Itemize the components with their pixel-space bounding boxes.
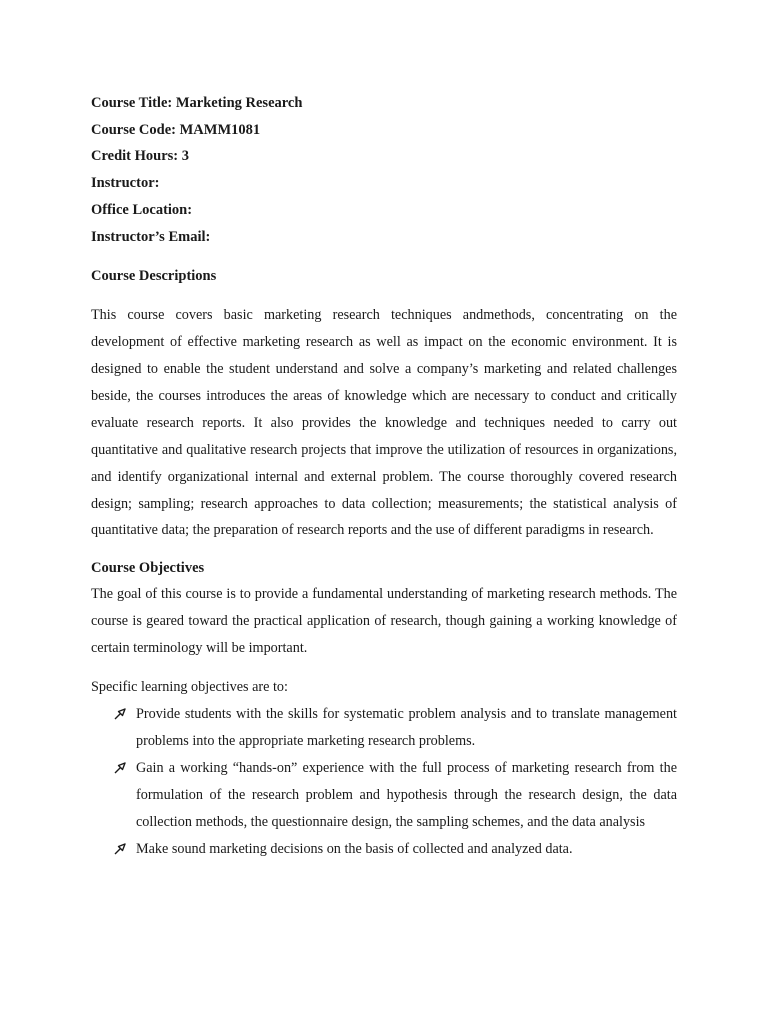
- objective-text: Gain a working “hands-on” experience with the full process of marketing research from the formulation of the research problem and hypothesis through the research design, the data collection methods, the questionnaire design, the sampling schemes, and the data analysis: [136, 759, 677, 830]
- instructor-email-label: Instructor’s Email:: [91, 228, 211, 245]
- hollow-arrow-bullet-icon: [113, 761, 127, 775]
- objective-text: Make sound marketing decisions on the basis of collected and analyzed data.: [136, 840, 573, 857]
- course-title: Course Title: Marketing Research: [91, 95, 303, 111]
- hollow-arrow-bullet-icon: [113, 842, 127, 856]
- objective-text: Provide students with the skills for systematic problem analysis and to translate management problems into the appropriate marketing research problems.: [136, 706, 677, 749]
- credit-hours: Credit Hours: 3: [91, 148, 190, 165]
- course-objectives-heading: Course Objectives: [91, 560, 205, 577]
- objective-item: [91, 836, 677, 863]
- instructor-label: Instructor:: [91, 175, 160, 192]
- objective-item: [91, 701, 677, 755]
- course-descriptions-paragraph: This course covers basic marketing research techniques andmethods, concentrating on the development of effective marketing research as well as impact on the economic environment. It is designed to enable the student understand and solve a company’s marketing and related challenges beside, the courses introduces the areas of knowledge which are necessary to conduct and critically evaluate research reports. It also provides the knowledge and techniques needed to carry out quantitative and qualitative research projects that improve the utilization of resources in organizations, and identify organizational internal and external problem. The course thoroughly covered research design; sampling; research approaches to data collection; measurements; the statistical analysis of quantitative data; the preparation of research reports and the use of different paradigms in research.: [91, 307, 677, 539]
- course-descriptions-heading: Course Descriptions: [91, 268, 217, 285]
- specific-objectives-intro: Specific learning objectives are to:: [91, 679, 288, 696]
- course-goal-paragraph: The goal of this course is to provide a fundamental understanding of marketing research methods. The course is geared toward the practical application of research, though gaining a working knowledge of certain terminology will be important.: [91, 586, 677, 657]
- hollow-arrow-bullet-icon: [113, 707, 127, 721]
- office-location-label: Office Location:: [91, 201, 193, 218]
- course-code: Course Code: MAMM1081: [91, 121, 261, 138]
- objectives-list: [91, 701, 677, 862]
- objective-item: [91, 755, 677, 836]
- document-page: [91, 90, 677, 863]
